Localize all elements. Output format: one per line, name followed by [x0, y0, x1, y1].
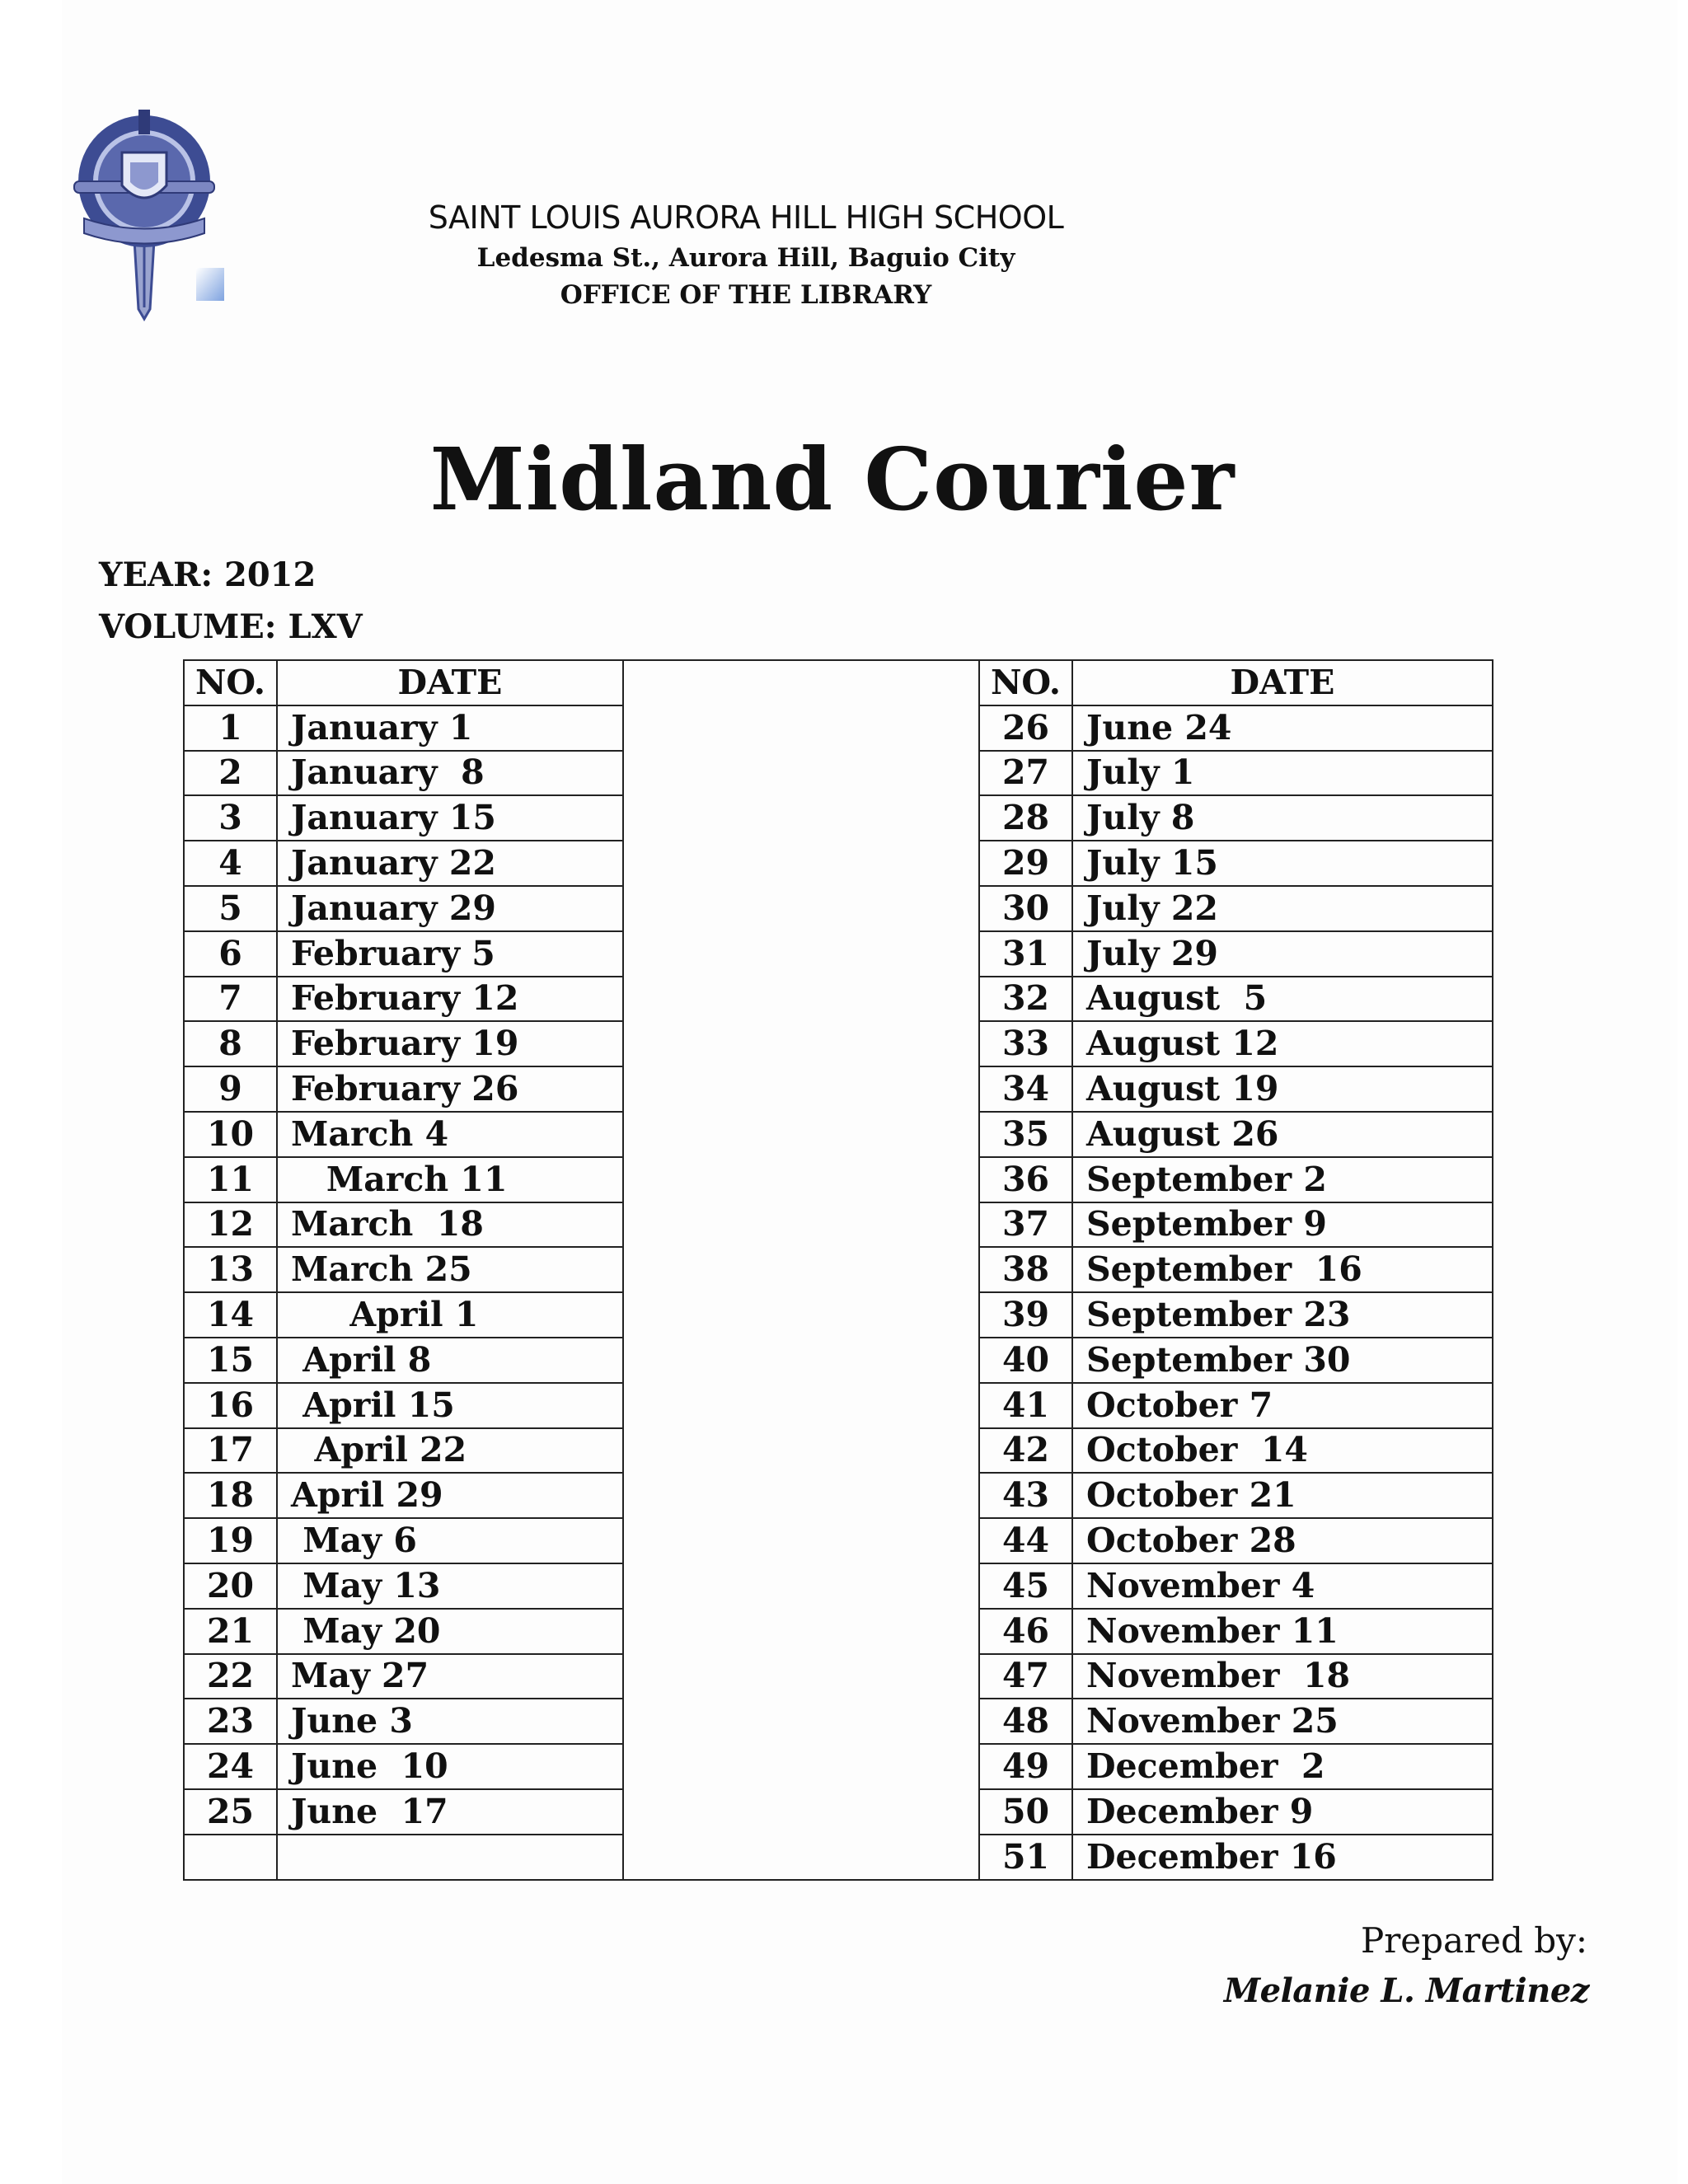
left-issue-no: 11	[184, 1157, 277, 1202]
right-issue-no: 41	[979, 1383, 1072, 1428]
volume-label: VOLUME: LXV	[99, 607, 363, 646]
right-issue-no: 50	[979, 1789, 1072, 1835]
left-issue-no: 18	[184, 1473, 277, 1518]
left-issue-date: January 8	[277, 751, 623, 796]
right-issue-no: 36	[979, 1157, 1072, 1202]
left-issue-date: February 26	[277, 1066, 623, 1112]
left-issue-date: April 15	[277, 1383, 623, 1428]
right-issue-date: October 21	[1072, 1473, 1493, 1518]
school-name: SAINT LOUIS AURORA HILL HIGH SCHOOL	[428, 199, 1064, 236]
right-issue-date: November 4	[1072, 1563, 1493, 1609]
left-issue-date: June 3	[277, 1699, 623, 1744]
right-issue-date: September 30	[1072, 1338, 1493, 1383]
right-issue-date: October 28	[1072, 1518, 1493, 1563]
right-issue-date: November 18	[1072, 1654, 1493, 1699]
right-issue-date: December 16	[1072, 1835, 1493, 1880]
prepared-by-label: Prepared by:	[1360, 1920, 1587, 1961]
left-issue-no: 19	[184, 1518, 277, 1563]
right-issue-date: December 9	[1072, 1789, 1493, 1835]
left-issue-no: 8	[184, 1021, 277, 1066]
right-issue-date: July 8	[1072, 795, 1493, 841]
right-issue-date: July 22	[1072, 886, 1493, 931]
right-issue-no: 40	[979, 1338, 1072, 1383]
left-issue-no: 22	[184, 1654, 277, 1699]
left-issue-no: 3	[184, 795, 277, 841]
right-issue-no: 29	[979, 841, 1072, 886]
left-issue-date: April 1	[277, 1292, 623, 1338]
left-issue-no: 20	[184, 1563, 277, 1609]
right-issue-no: 47	[979, 1654, 1072, 1699]
right-issue-date: September 9	[1072, 1202, 1493, 1248]
right-issue-date: December 2	[1072, 1744, 1493, 1789]
right-issue-no: 33	[979, 1021, 1072, 1066]
right-date-header: DATE	[1072, 660, 1493, 705]
right-issue-no: 32	[979, 977, 1072, 1022]
right-issue-date: July 1	[1072, 751, 1493, 796]
left-issue-no: 6	[184, 931, 277, 977]
right-issue-date: August 26	[1072, 1112, 1493, 1157]
right-issue-date: September 23	[1072, 1292, 1493, 1338]
left-issue-no: 1	[184, 705, 277, 751]
right-issue-no: 37	[979, 1202, 1072, 1248]
left-issue-date: March 25	[277, 1247, 623, 1292]
right-issue-date: September 16	[1072, 1247, 1493, 1292]
right-issue-no: 27	[979, 751, 1072, 796]
right-issue-no: 46	[979, 1609, 1072, 1654]
left-issue-date: February 19	[277, 1021, 623, 1066]
left-issue-no: 17	[184, 1428, 277, 1474]
left-issue-no: 2	[184, 751, 277, 796]
left-issue-no: 15	[184, 1338, 277, 1383]
left-issue-no: 13	[184, 1247, 277, 1292]
right-issue-no: 30	[979, 886, 1072, 931]
right-issue-no: 35	[979, 1112, 1072, 1157]
left-issue-no: 4	[184, 841, 277, 886]
school-seal-icon	[58, 103, 231, 326]
right-issue-date: July 29	[1072, 931, 1493, 977]
left-issue-date: April 8	[277, 1338, 623, 1383]
left-issue-date: February 12	[277, 977, 623, 1022]
left-issue-no	[184, 1835, 277, 1880]
right-issue-no: 49	[979, 1744, 1072, 1789]
left-issue-no: 24	[184, 1744, 277, 1789]
right-issue-date: August 12	[1072, 1021, 1493, 1066]
left-issue-no: 14	[184, 1292, 277, 1338]
office-name: OFFICE OF THE LIBRARY	[560, 280, 932, 310]
left-issue-no: 12	[184, 1202, 277, 1248]
left-issue-date: February 5	[277, 931, 623, 977]
left-issue-date: March 4	[277, 1112, 623, 1157]
left-issue-date: May 20	[277, 1609, 623, 1654]
right-issue-date: October 7	[1072, 1383, 1493, 1428]
table-header-row	[184, 660, 1493, 705]
right-issue-date: July 15	[1072, 841, 1493, 886]
left-no-header: NO.	[184, 660, 277, 705]
right-issue-no: 31	[979, 931, 1072, 977]
left-issue-date: March 11	[277, 1157, 623, 1202]
table-middle-gap	[623, 660, 979, 1880]
right-no-header: NO.	[979, 660, 1072, 705]
left-issue-date: March 18	[277, 1202, 623, 1248]
left-issue-no: 23	[184, 1699, 277, 1744]
left-issue-no: 10	[184, 1112, 277, 1157]
left-issue-date: January 1	[277, 705, 623, 751]
right-issue-no: 38	[979, 1247, 1072, 1292]
left-issue-date: January 29	[277, 886, 623, 931]
right-issue-date: August 19	[1072, 1066, 1493, 1112]
left-issue-no: 9	[184, 1066, 277, 1112]
school-address: Ledesma St., Aurora Hill, Baguio City	[476, 243, 1015, 273]
right-issue-no: 42	[979, 1428, 1072, 1474]
right-issue-no: 51	[979, 1835, 1072, 1880]
left-issue-no: 16	[184, 1383, 277, 1428]
left-issue-date: May 13	[277, 1563, 623, 1609]
right-issue-date: October 14	[1072, 1428, 1493, 1474]
left-issue-date: May 27	[277, 1654, 623, 1699]
left-issue-no: 25	[184, 1789, 277, 1835]
left-date-header: DATE	[277, 660, 623, 705]
right-issue-no: 45	[979, 1563, 1072, 1609]
right-issue-no: 44	[979, 1518, 1072, 1563]
right-issue-no: 39	[979, 1292, 1072, 1338]
right-issue-no: 43	[979, 1473, 1072, 1518]
right-issue-date: June 24	[1072, 705, 1493, 751]
right-issue-date: November 11	[1072, 1609, 1493, 1654]
left-issue-no: 7	[184, 977, 277, 1022]
right-issue-no: 26	[979, 705, 1072, 751]
left-issue-date	[277, 1835, 623, 1880]
left-issue-date: June 17	[277, 1789, 623, 1835]
left-issue-date: April 22	[277, 1428, 623, 1474]
left-issue-date: April 29	[277, 1473, 623, 1518]
issues-table	[183, 659, 1493, 1881]
right-issue-date: September 2	[1072, 1157, 1493, 1202]
left-issue-no: 5	[184, 886, 277, 931]
preparer-name: Melanie L. Martinez	[1223, 1971, 1589, 2010]
document-title: Midland Courier	[429, 429, 1236, 530]
left-issue-date: May 6	[277, 1518, 623, 1563]
left-issue-date: January 15	[277, 795, 623, 841]
right-issue-date: November 25	[1072, 1699, 1493, 1744]
left-issue-no: 21	[184, 1609, 277, 1654]
right-issue-no: 34	[979, 1066, 1072, 1112]
right-issue-no: 28	[979, 795, 1072, 841]
year-label: YEAR: 2012	[99, 555, 316, 594]
left-issue-date: January 22	[277, 841, 623, 886]
left-issue-date: June 10	[277, 1744, 623, 1789]
right-issue-date: August 5	[1072, 977, 1493, 1022]
right-issue-no: 48	[979, 1699, 1072, 1744]
